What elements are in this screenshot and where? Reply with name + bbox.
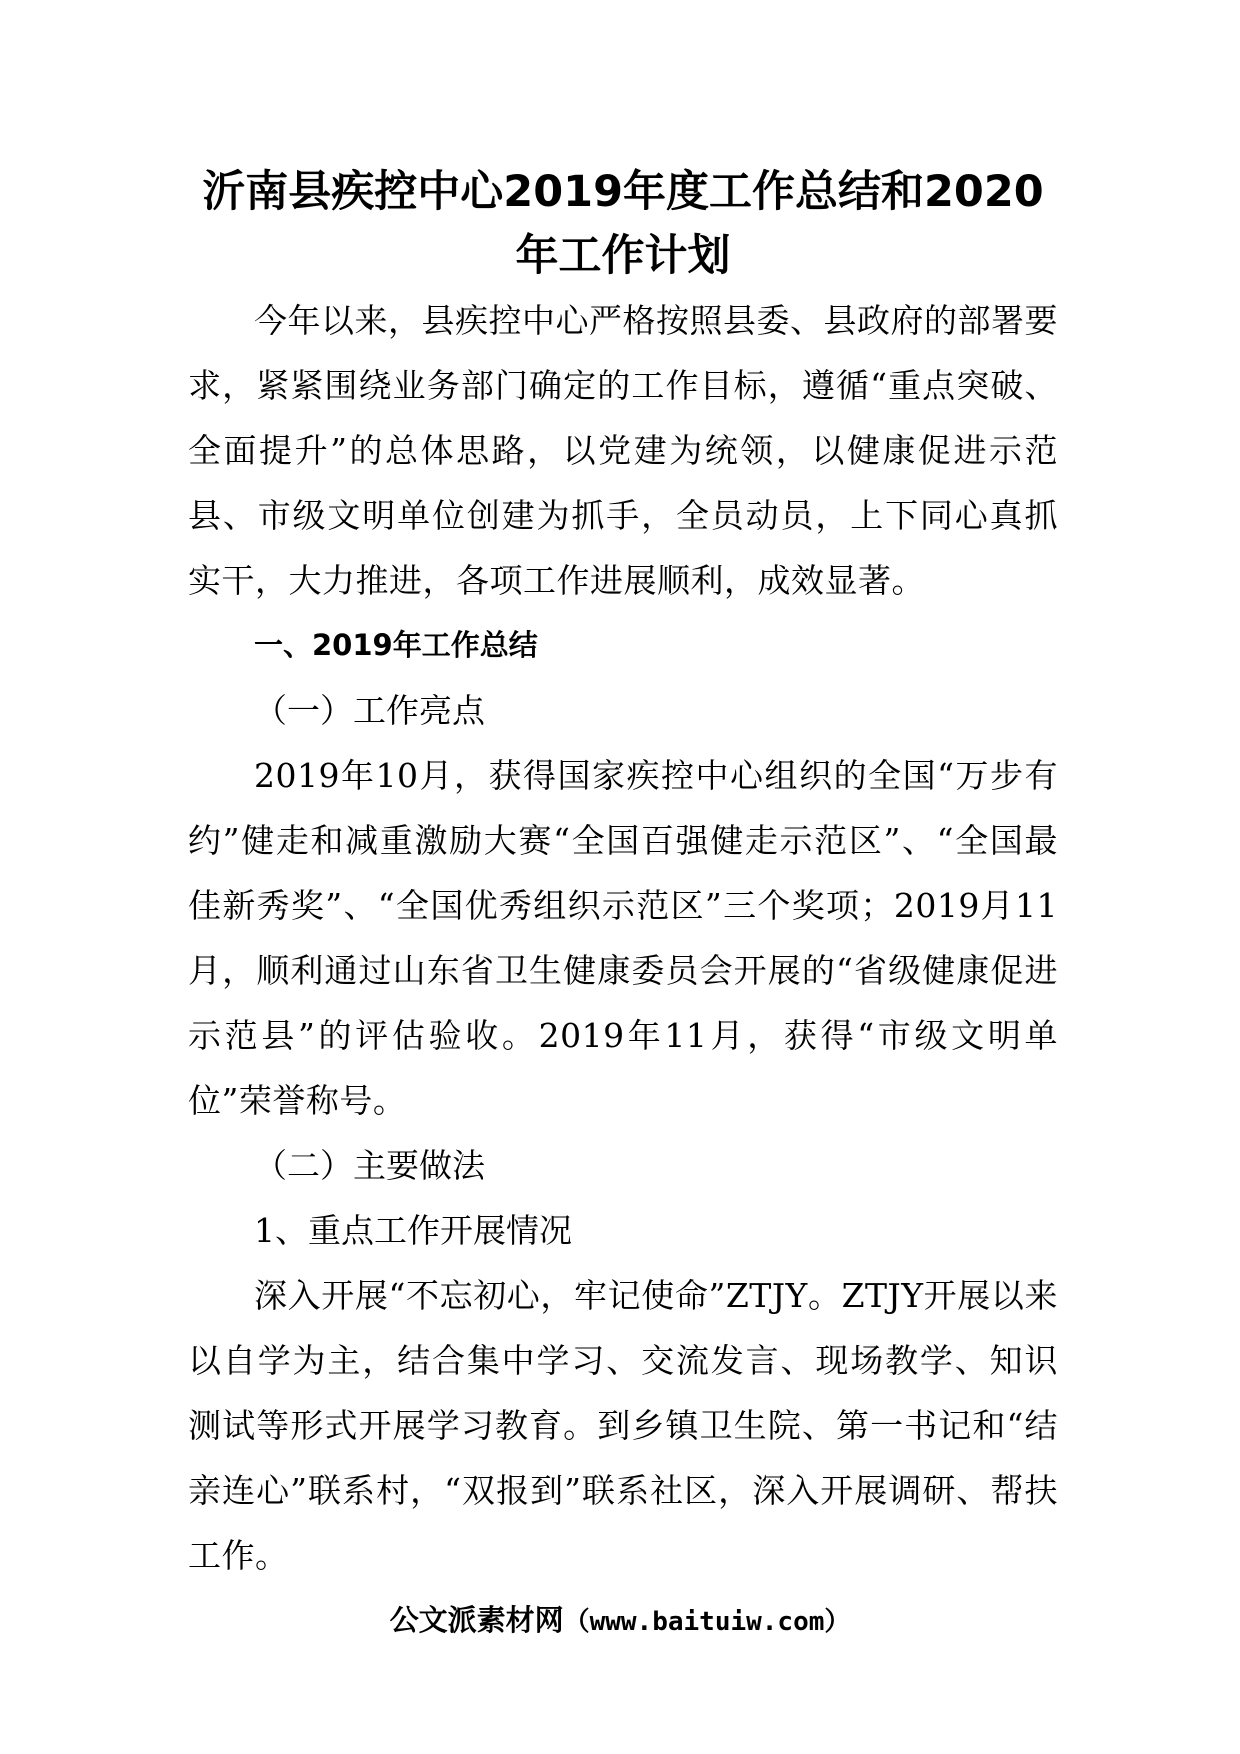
footer-site-name: 公文派素材网: [389, 1603, 564, 1637]
item-heading-key-work: 1、重点工作开展情况: [254, 1211, 572, 1250]
intro-paragraph: 今年以来，县疾控中心严格按照县委、县政府的部署要求，紧紧围绕业务部门确定的工作目标，遵循“重点突破、全面提升”的总体思路，以党建为统领，以健康促进示范县、市级文明单位创建为抓手，全员动员，上下同心真抓实干，大力推进，各项工作进展顺利，成效显著。: [188, 301, 1058, 600]
page-footer: [0, 1600, 1240, 1642]
highlights-paragraph: 2019年10月，获得国家疾控中心组织的全国“万步有约”健走和减重激励大赛“全国百强健走示范区”、“全国最佳新秀奖”、“全国优秀组织示范区”三个奖项；2019月11月，顺利通过山东省卫生健康委员会开展的“省级健康促进示范县”的评估验收。2019年11月，获得“市级文明单位”荣誉称号。: [188, 756, 1058, 1120]
subsection-heading-highlights: （一）工作亮点: [254, 691, 485, 730]
key-work-paragraph: 深入开展“不忘初心，牢记使命”ZTJY。ZTJY开展以来以自学为主，结合集中学习、交流发言、现场教学、知识测试等形式开展学习教育。到乡镇卫生院、第一书记和“结亲连心”联系村，“双报到”联系社区，深入开展调研、帮扶工作。: [188, 1276, 1058, 1575]
document-body: [188, 160, 1058, 1588]
section-heading-2019-summary: 一、2019年工作总结: [254, 628, 538, 662]
document-title: 沂南县疾控中心2019年度工作总结和2020年工作计划: [202, 167, 1044, 281]
subsection-heading-main-practices: （二）主要做法: [254, 1146, 485, 1185]
footer-site-url: （www.baituiw.com）: [563, 1607, 851, 1637]
